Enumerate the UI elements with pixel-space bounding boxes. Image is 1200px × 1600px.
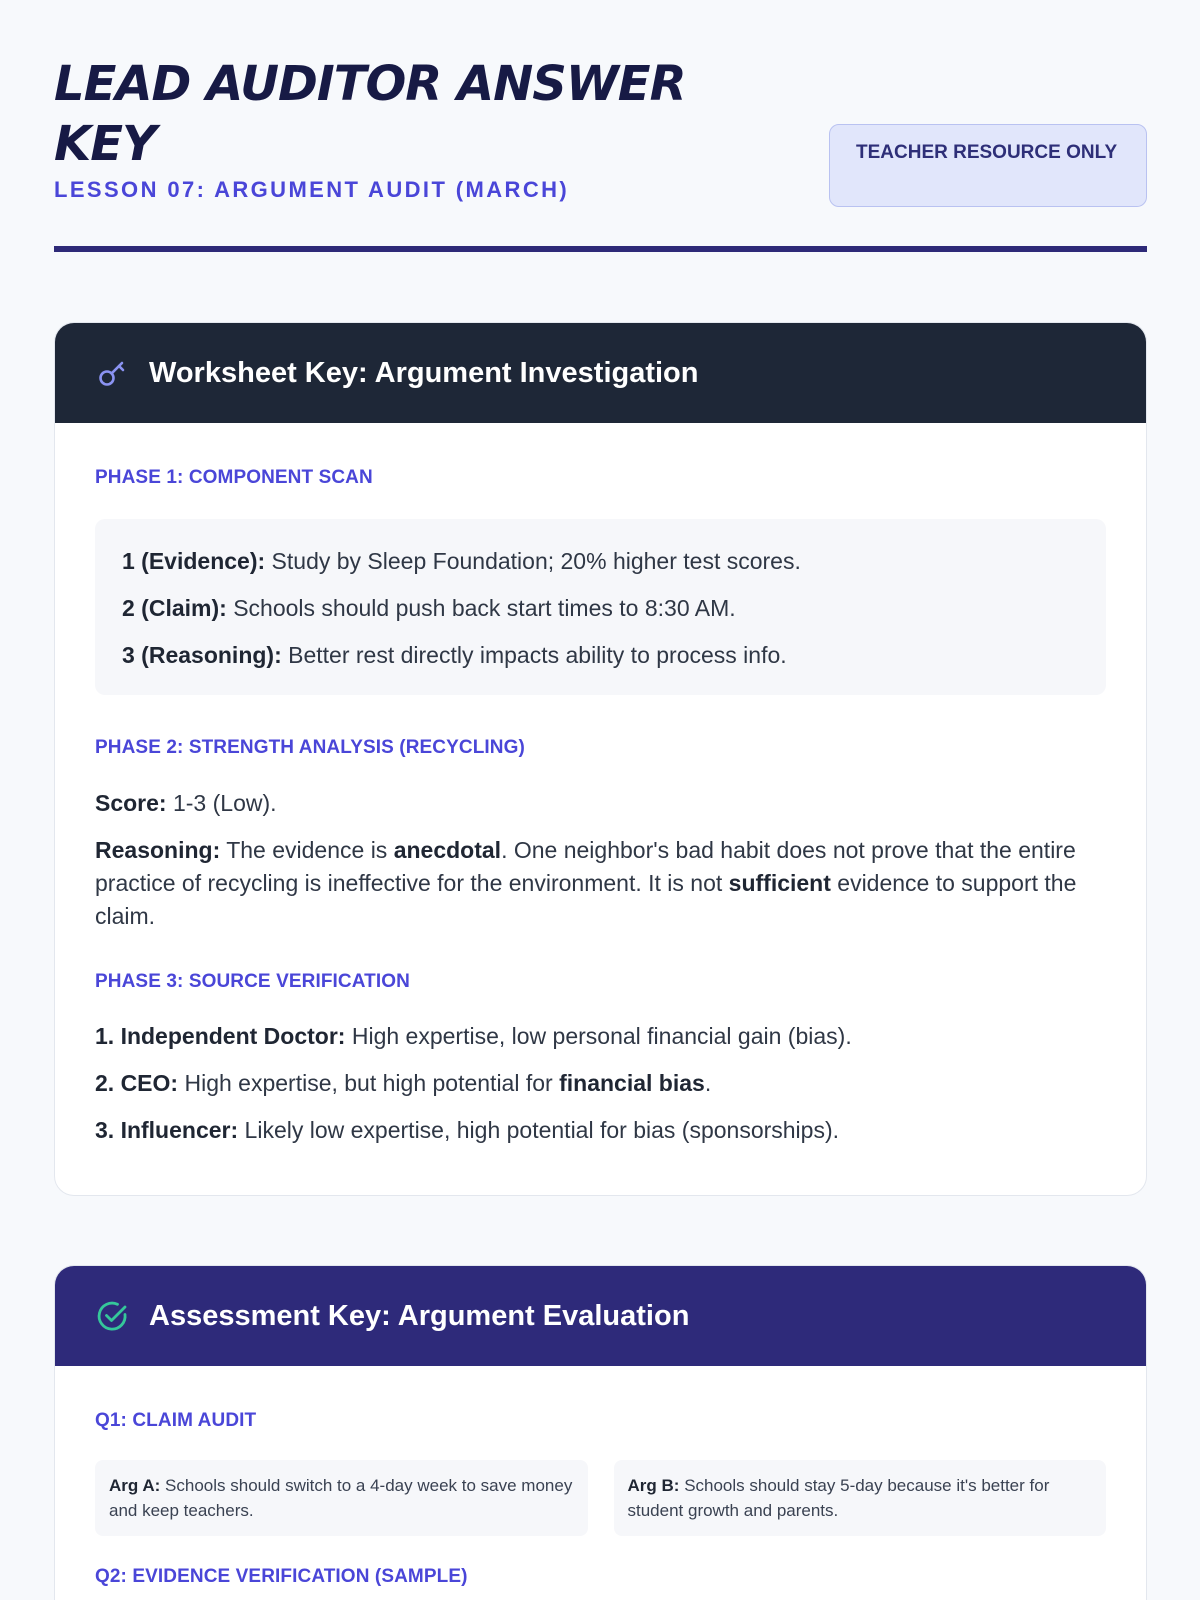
phase-1-heading: PHASE 1: COMPONENT SCAN	[95, 467, 373, 488]
list-item: 1 (Evidence): Study by Sleep Foundation; 20% higher test scores.	[122, 548, 801, 574]
source-verification-list	[95, 1020, 1106, 1146]
claim-audit-row	[95, 1460, 1106, 1536]
component-scan-box	[95, 519, 1106, 695]
worksheet-key-title: Worksheet Key: Argument Investigation	[149, 356, 699, 389]
page-title: LEAD AUDITOR ANSWER KEY	[54, 56, 686, 172]
phase-3-heading: PHASE 3: SOURCE VERIFICATION	[95, 971, 410, 992]
list-item: 2 (Claim): Schools should push back start times to 8:30 AM.	[122, 595, 736, 621]
assessment-key-card	[54, 1265, 1147, 1600]
answer-key-page	[54, 0, 1147, 1587]
arg-a-box: Arg A: Schools should switch to a 4-day week to save money and keep teachers.	[95, 1460, 588, 1536]
q1-heading: Q1: CLAIM AUDIT	[95, 1410, 257, 1431]
header-divider	[54, 246, 1147, 252]
list-item: 1. Independent Doctor: High expertise, low personal financial gain (bias).	[95, 1023, 852, 1049]
teacher-resource-badge: TEACHER RESOURCE ONLY	[829, 124, 1147, 207]
check-circle-icon	[95, 1298, 131, 1334]
worksheet-key-card	[54, 322, 1147, 1196]
score-line: Score: 1-3 (Low).	[95, 790, 277, 816]
q2-heading: Q2: EVIDENCE VERIFICATION (SAMPLE)	[95, 1566, 468, 1587]
list-item: 3 (Reasoning): Better rest directly impacts ability to process info.	[122, 642, 787, 668]
reasoning-paragraph: Reasoning: The evidence is anecdotal. One neighbor's bad habit does not prove that the entire practice of recycling is ineffective for the environment. It is not sufficient evidence to support the claim.	[95, 837, 1077, 929]
page-header	[54, 0, 1147, 254]
phase-2-heading: PHASE 2: STRENGTH ANALYSIS (RECYCLING)	[95, 737, 525, 758]
list-item: 2. CEO: High expertise, but high potential for financial bias.	[95, 1070, 712, 1096]
assessment-key-title: Assessment Key: Argument Evaluation	[149, 1299, 690, 1332]
list-item: 3. Influencer: Likely low expertise, high potential for bias (sponsorships).	[95, 1117, 840, 1143]
worksheet-key-header	[55, 323, 1146, 423]
arg-b-box: Arg B: Schools should stay 5-day because it's better for student growth and parents.	[614, 1460, 1107, 1536]
lesson-subtitle: LESSON 07: ARGUMENT AUDIT (MARCH)	[54, 177, 570, 202]
assessment-key-header	[55, 1266, 1146, 1366]
key-icon	[95, 355, 131, 391]
